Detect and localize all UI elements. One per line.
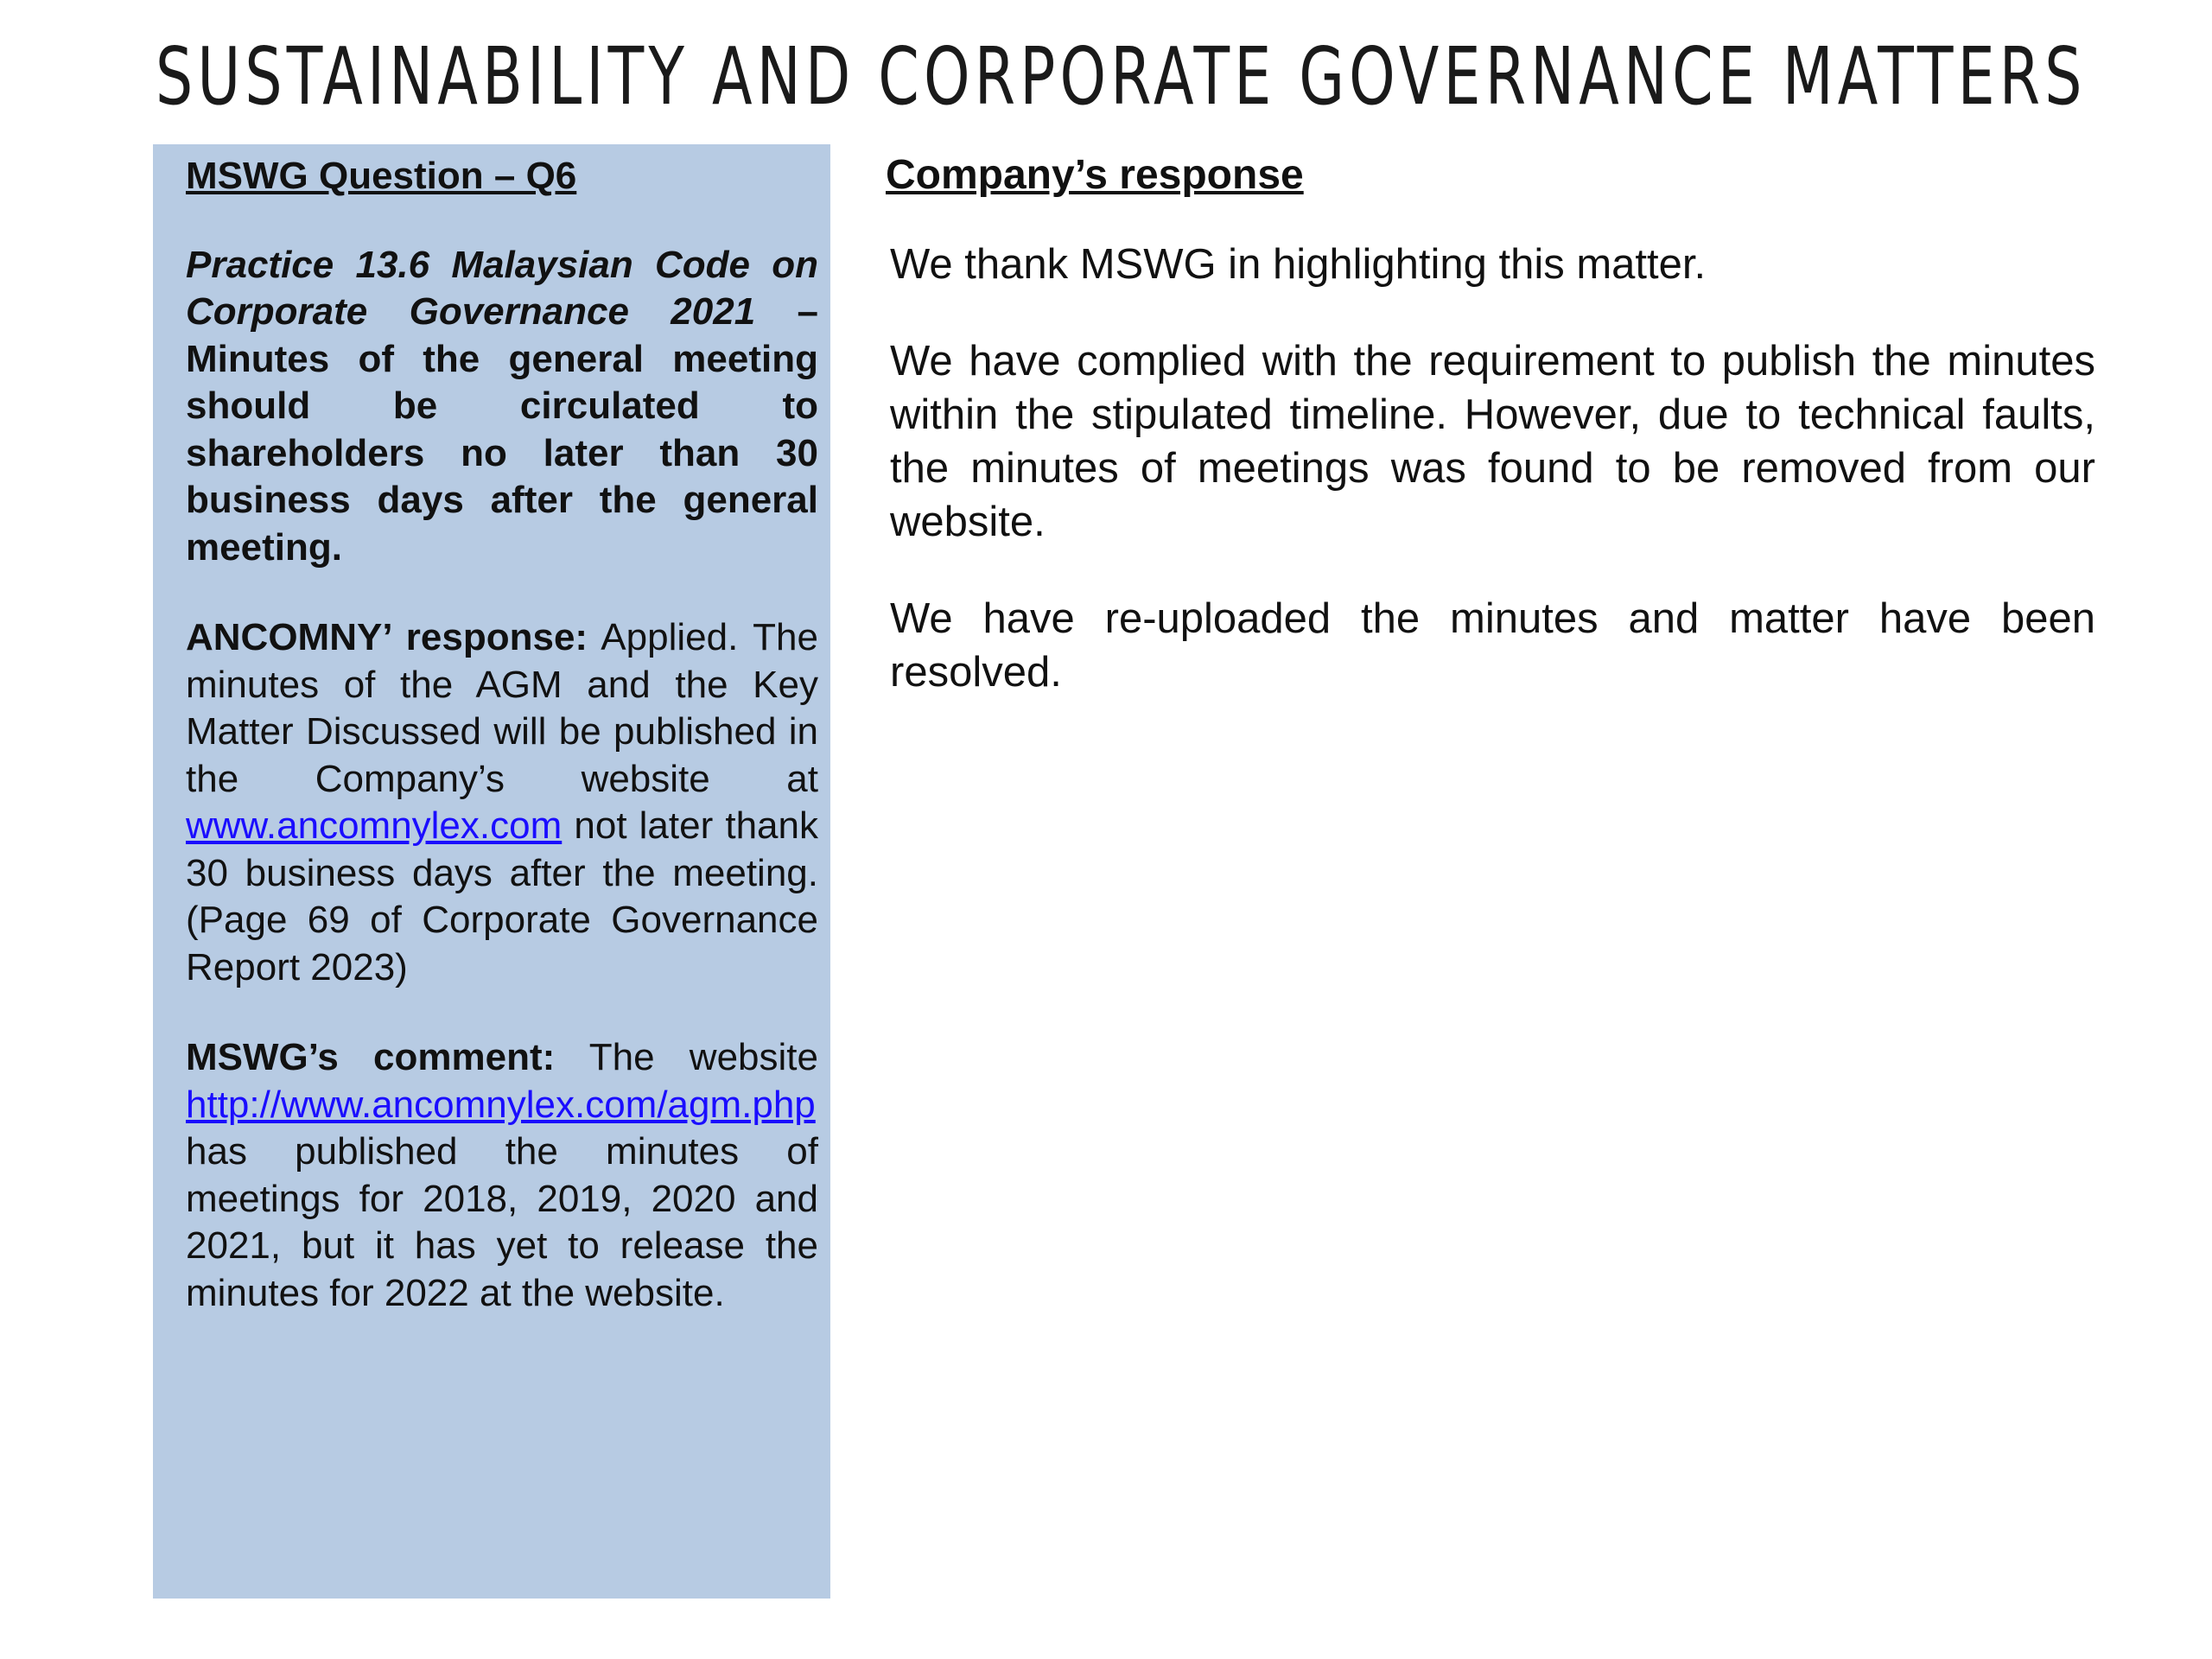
question-heading: MSWG Question – Q6 [186,155,577,197]
ancomny-response-text-1: Applied. The minutes of the AGM and the Key Matter Discussed will be published in the Company’s website at [186,616,818,800]
practice-text: Minutes of the general meeting should be circulated to shareholders no later than 30 business days after the general meeting. [186,337,818,569]
response-paragraph: We have re-uploaded the minutes and matter have been resolved. [890,595,2095,696]
mswg-comment-text-2: has published the minutes of meetings for 2018, 2019, 2020 and 2021, but it has yet to release the minutes for 2022 at the website. [186,1130,818,1314]
page-title: SUSTAINABILITY AND CORPORATE GOVERNANCE MATTERS [156,30,2087,123]
ancomny-response [186,614,818,991]
mswg-question-panel [153,144,830,1599]
question-panel-text [186,153,818,1317]
response-paragraph: We have complied with the requirement to publish the minutes within the stipulated timeline. However, due to technical faults, the minutes of meetings was found to be removed from our website. [890,338,2095,545]
mswg-comment [186,1034,818,1317]
ancomny-response-text-2: not later thank 30 business days after the meeting. (Page 69 of Corporate Governance Report 2023) [186,804,818,988]
mswg-comment-text-1: The website [555,1036,818,1078]
mswg-agm-link[interactable]: http://www.ancomnylex.com/agm.php [186,1083,816,1126]
response-paragraph: We thank MSWG in highlighting this matter. [890,241,1707,288]
ancomny-website-link[interactable]: www.ancomnylex.com [186,804,563,847]
practice-dash: – [755,290,818,333]
company-response-section [886,149,2095,742]
mswg-comment-label: MSWG’s comment: [186,1036,556,1078]
practice-reference: Practice 13.6 Malaysian Code on Corporate Governance 2021 [186,243,818,333]
ancomny-response-label: ANCOMNY’ response: [186,616,588,658]
company-response-heading: Company’s response [886,152,1304,198]
practice-statement [186,242,818,572]
